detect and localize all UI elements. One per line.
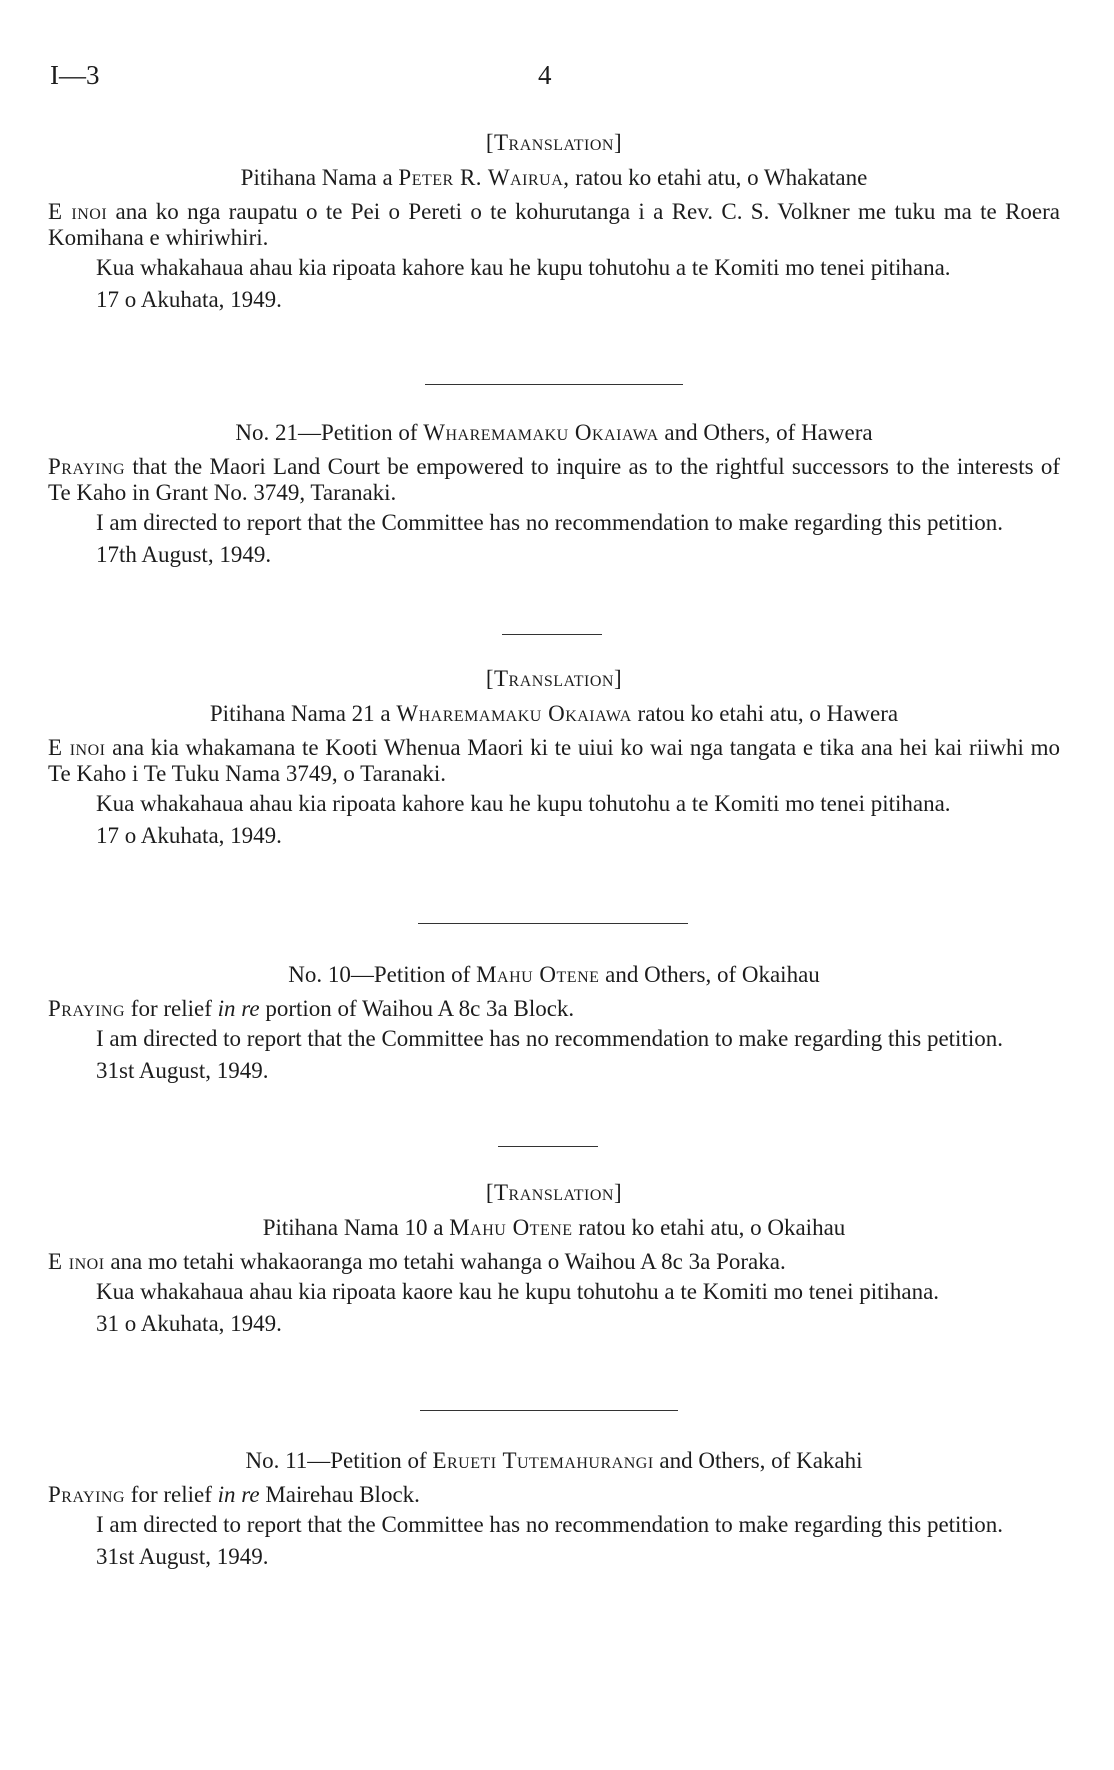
date-line: 17 o Akuhata, 1949. — [96, 823, 282, 848]
section-translation-whakatane — [48, 130, 1060, 313]
prayer-paragraph: Praying that the Maori Land Court be empowered to inquire as to the rightful successors to the interests of Te Kaho in Grant No. 3749, Taranaki. — [48, 454, 1060, 505]
section-petition-11 — [48, 1448, 1060, 1570]
section-petition-21 — [48, 420, 1060, 568]
date-line: 31 o Akuhata, 1949. — [96, 1311, 282, 1336]
petition-title: Pitihana Nama 10 a Mahu Otene ratou ko etahi atu, o Okaihau — [262, 1215, 846, 1240]
prayer-paragraph: E inoi ana kia whakamana te Kooti Whenua Maori ki te uiui ko wai nga tangata e tika ana hei kai riiwhi mo Te Kaho i Te Tuku Nama 3749, o Taranaki. — [48, 735, 1060, 786]
prayer-paragraph: Praying for relief in re portion of Waihou A 8c 3a Block. — [48, 996, 575, 1021]
prayer-paragraph: E inoi ana ko nga raupatu o te Pei o Pereti o te kohurutanga i a Rev. C. S. Volkner me tuku ma te Roera Komihana e whiriwhiri. — [48, 199, 1060, 250]
page-number: 4 — [538, 60, 552, 90]
section-divider — [418, 923, 688, 924]
report-paragraph: Kua whakahaua ahau kia ripoata kaore kau he kupu tohutohu a te Komiti mo tenei pitihana. — [96, 1279, 940, 1304]
section-translation-10 — [48, 1180, 1060, 1337]
report-paragraph: Kua whakahaua ahau kia ripoata kahore kau he kupu tohutohu a te Komiti mo tenei pitihana. — [96, 791, 951, 816]
petition-title: Pitihana Nama 21 a Wharemamaku Okaiawa ratou ko etahi atu, o Hawera — [209, 701, 899, 726]
translation-heading: [Translation] — [485, 666, 623, 691]
section-divider — [420, 1410, 678, 1411]
section-divider — [498, 1146, 598, 1147]
report-paragraph: Kua whakahaua ahau kia ripoata kahore kau he kupu tohutohu a te Komiti mo tenei pitihana. — [96, 255, 951, 280]
translation-heading: [Translation] — [485, 1180, 623, 1205]
section-divider — [425, 384, 683, 385]
report-paragraph: I am directed to report that the Committee has no recommendation to make regarding this petition. — [96, 1512, 1003, 1537]
section-translation-21 — [48, 666, 1060, 849]
petition-title: No. 11—Petition of Erueti Tutemahurangi and Others, of Kakahi — [245, 1448, 863, 1473]
date-line: 17 o Akuhata, 1949. — [96, 287, 282, 312]
date-line: 31st August, 1949. — [96, 1058, 269, 1083]
prayer-paragraph: Praying for relief in re Mairehau Block. — [48, 1482, 420, 1507]
report-paragraph: I am directed to report that the Committee has no recommendation to make regarding this petition. — [96, 1026, 1003, 1051]
page-code: I—3 — [50, 60, 100, 90]
translation-heading: [Translation] — [485, 130, 623, 155]
prayer-paragraph: E inoi ana mo tetahi whakaoranga mo tetahi wahanga o Waihou A 8c 3a Poraka. — [48, 1249, 786, 1274]
section-petition-10 — [48, 962, 1060, 1084]
petition-title: No. 21—Petition of Wharemamaku Okaiawa and Others, of Hawera — [235, 420, 873, 445]
petition-title: No. 10—Petition of Mahu Otene and Others, of Okaihau — [288, 962, 820, 987]
date-line: 17th August, 1949. — [96, 542, 272, 567]
date-line: 31st August, 1949. — [96, 1544, 269, 1569]
petition-title: Pitihana Nama a Peter R. Wairua, ratou ko etahi atu, o Whakatane — [240, 165, 868, 190]
section-divider — [502, 634, 602, 635]
report-paragraph: I am directed to report that the Committee has no recommendation to make regarding this petition. — [96, 510, 1003, 535]
